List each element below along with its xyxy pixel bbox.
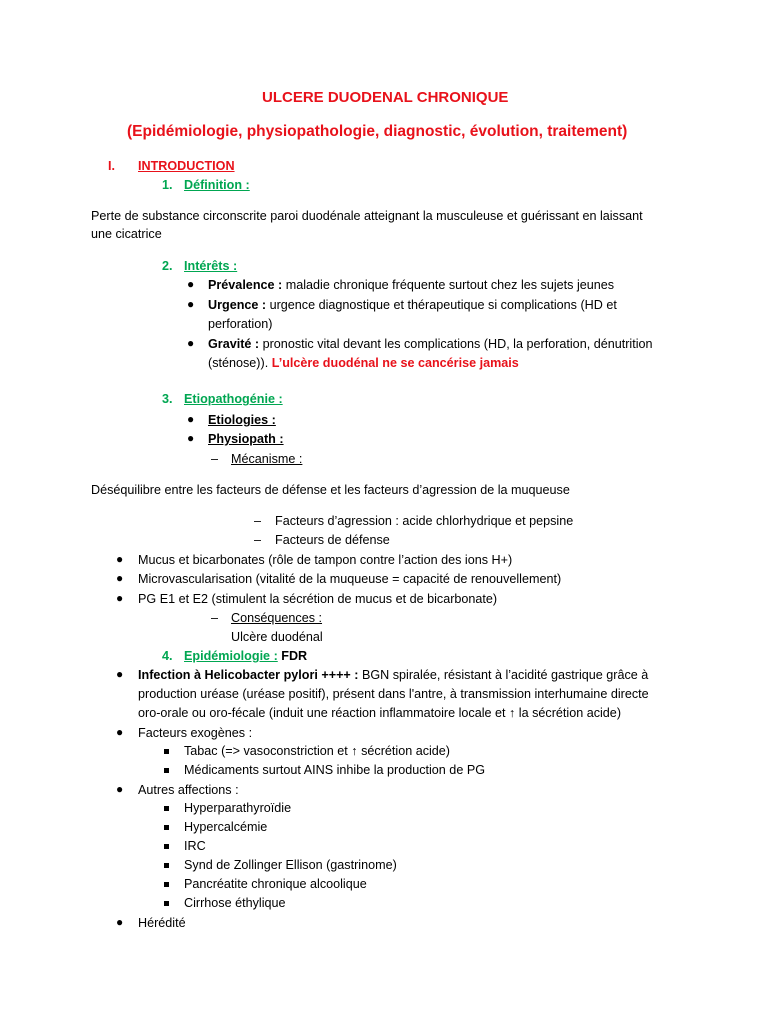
list-item: Facteurs de défense <box>275 533 390 547</box>
definition-text-cont: une cicatrice <box>91 227 162 241</box>
definition-text: Perte de substance circonscrite paroi duodénale atteignant la musculeuse et guérissant en laissant <box>91 209 643 223</box>
dash-icon: – <box>211 611 219 625</box>
sub-list-item: Hyperparathyroïdie <box>184 801 292 815</box>
etiologies-heading: Etiologies : <box>208 413 276 427</box>
bullet-icon: ● <box>187 297 195 311</box>
dash-icon: – <box>254 514 262 528</box>
square-bullet-icon <box>164 844 169 849</box>
consequences-heading: Conséquences : <box>231 611 323 625</box>
square-bullet-icon <box>164 825 169 830</box>
document-subtitle: (Epidémiologie, physiopathologie, diagnostic, évolution, traitement) <box>127 123 628 140</box>
list-item-cont: oro-orale ou oro-fécale (induit une réaction inflammatoire locale et ↑ la sécrétion acide) <box>138 706 622 720</box>
bullet-icon: ● <box>116 591 124 605</box>
list-item-cont: (sténose)). L’ulcère duodénal ne se cancérise jamais <box>208 356 519 370</box>
sub-list-item: Tabac (=> vasoconstriction et ↑ sécrétion acide) <box>184 744 450 758</box>
mecanisme-heading: Mécanisme : <box>231 452 303 466</box>
subsection-number: 2. <box>162 259 173 273</box>
square-bullet-icon <box>164 806 169 811</box>
etiopathogenie-heading: Etiopathogénie : <box>184 392 283 406</box>
bullet-icon: ● <box>187 336 195 350</box>
list-item: PG E1 et E2 (stimulent la sécrétion de mucus et de bicarbonate) <box>138 592 498 606</box>
bullet-icon: ● <box>116 725 124 739</box>
list-item-cont: perforation) <box>208 317 273 331</box>
paragraph-text: Déséquilibre entre les facteurs de défense et les facteurs d’agression de la muqueuse <box>91 483 570 497</box>
list-item: Mucus et bicarbonates (rôle de tampon contre l’action des ions H+) <box>138 553 513 567</box>
list-item: Hérédité <box>138 916 186 930</box>
sub-list-item: Cirrhose éthylique <box>184 896 286 910</box>
list-item: Autres affections : <box>138 783 239 797</box>
epidemiologie-heading: Epidémiologie : FDR <box>184 649 308 663</box>
list-item: Microvascularisation (vitalité de la muqueuse = capacité de renouvellement) <box>138 572 562 586</box>
bullet-icon: ● <box>116 552 124 566</box>
subsection-number: 1. <box>162 178 173 192</box>
square-bullet-icon <box>164 863 169 868</box>
sub-list-item: Médicaments surtout AINS inhibe la production de PG <box>184 763 486 777</box>
list-item: Gravité : pronostic vital devant les complications (HD, la perforation, dénutrition <box>208 337 653 351</box>
list-item: Prévalence : maladie chronique fréquente surtout chez les sujets jeunes <box>208 278 615 292</box>
list-item: Infection à Helicobacter pylori ++++ : BGN spiralée, résistant à l’acidité gastrique grâce à <box>138 668 649 682</box>
bullet-icon: ● <box>116 915 124 929</box>
list-item: Facteurs d’agression : acide chlorhydrique et pepsine <box>275 514 574 528</box>
subsection-number: 3. <box>162 392 173 406</box>
document-title: ULCERE DUODENAL CHRONIQUE <box>262 89 509 106</box>
square-bullet-icon <box>164 882 169 887</box>
bullet-icon: ● <box>187 412 195 426</box>
interets-heading: Intérêts : <box>184 259 238 273</box>
bullet-icon: ● <box>187 431 195 445</box>
sub-list-item: Pancréatite chronique alcoolique <box>184 877 367 891</box>
bullet-icon: ● <box>116 782 124 796</box>
definition-heading: Définition : <box>184 178 250 192</box>
sub-list-item: Synd de Zollinger Ellison (gastrinome) <box>184 858 397 872</box>
consequences-text: Ulcère duodénal <box>231 630 323 644</box>
sub-list-item: Hypercalcémie <box>184 820 268 834</box>
physiopath-heading: Physiopath : <box>208 432 284 446</box>
subsection-number: 4. <box>162 649 173 663</box>
square-bullet-icon <box>164 901 169 906</box>
list-item: Urgence : urgence diagnostique et thérapeutique si complications (HD et <box>208 298 617 312</box>
section-numeral: I. <box>108 159 115 173</box>
square-bullet-icon <box>164 749 169 754</box>
dash-icon: – <box>211 452 219 466</box>
list-item: Facteurs exogènes : <box>138 726 253 740</box>
square-bullet-icon <box>164 768 169 773</box>
bullet-icon: ● <box>187 277 195 291</box>
list-item-cont: production uréase (uréase positif), présent dans l'antre, à transmission interhumaine directe <box>138 687 649 701</box>
dash-icon: – <box>254 533 262 547</box>
bullet-icon: ● <box>116 571 124 585</box>
bullet-icon: ● <box>116 667 124 681</box>
sub-list-item: IRC <box>184 839 206 853</box>
section-heading: INTRODUCTION <box>138 159 235 173</box>
